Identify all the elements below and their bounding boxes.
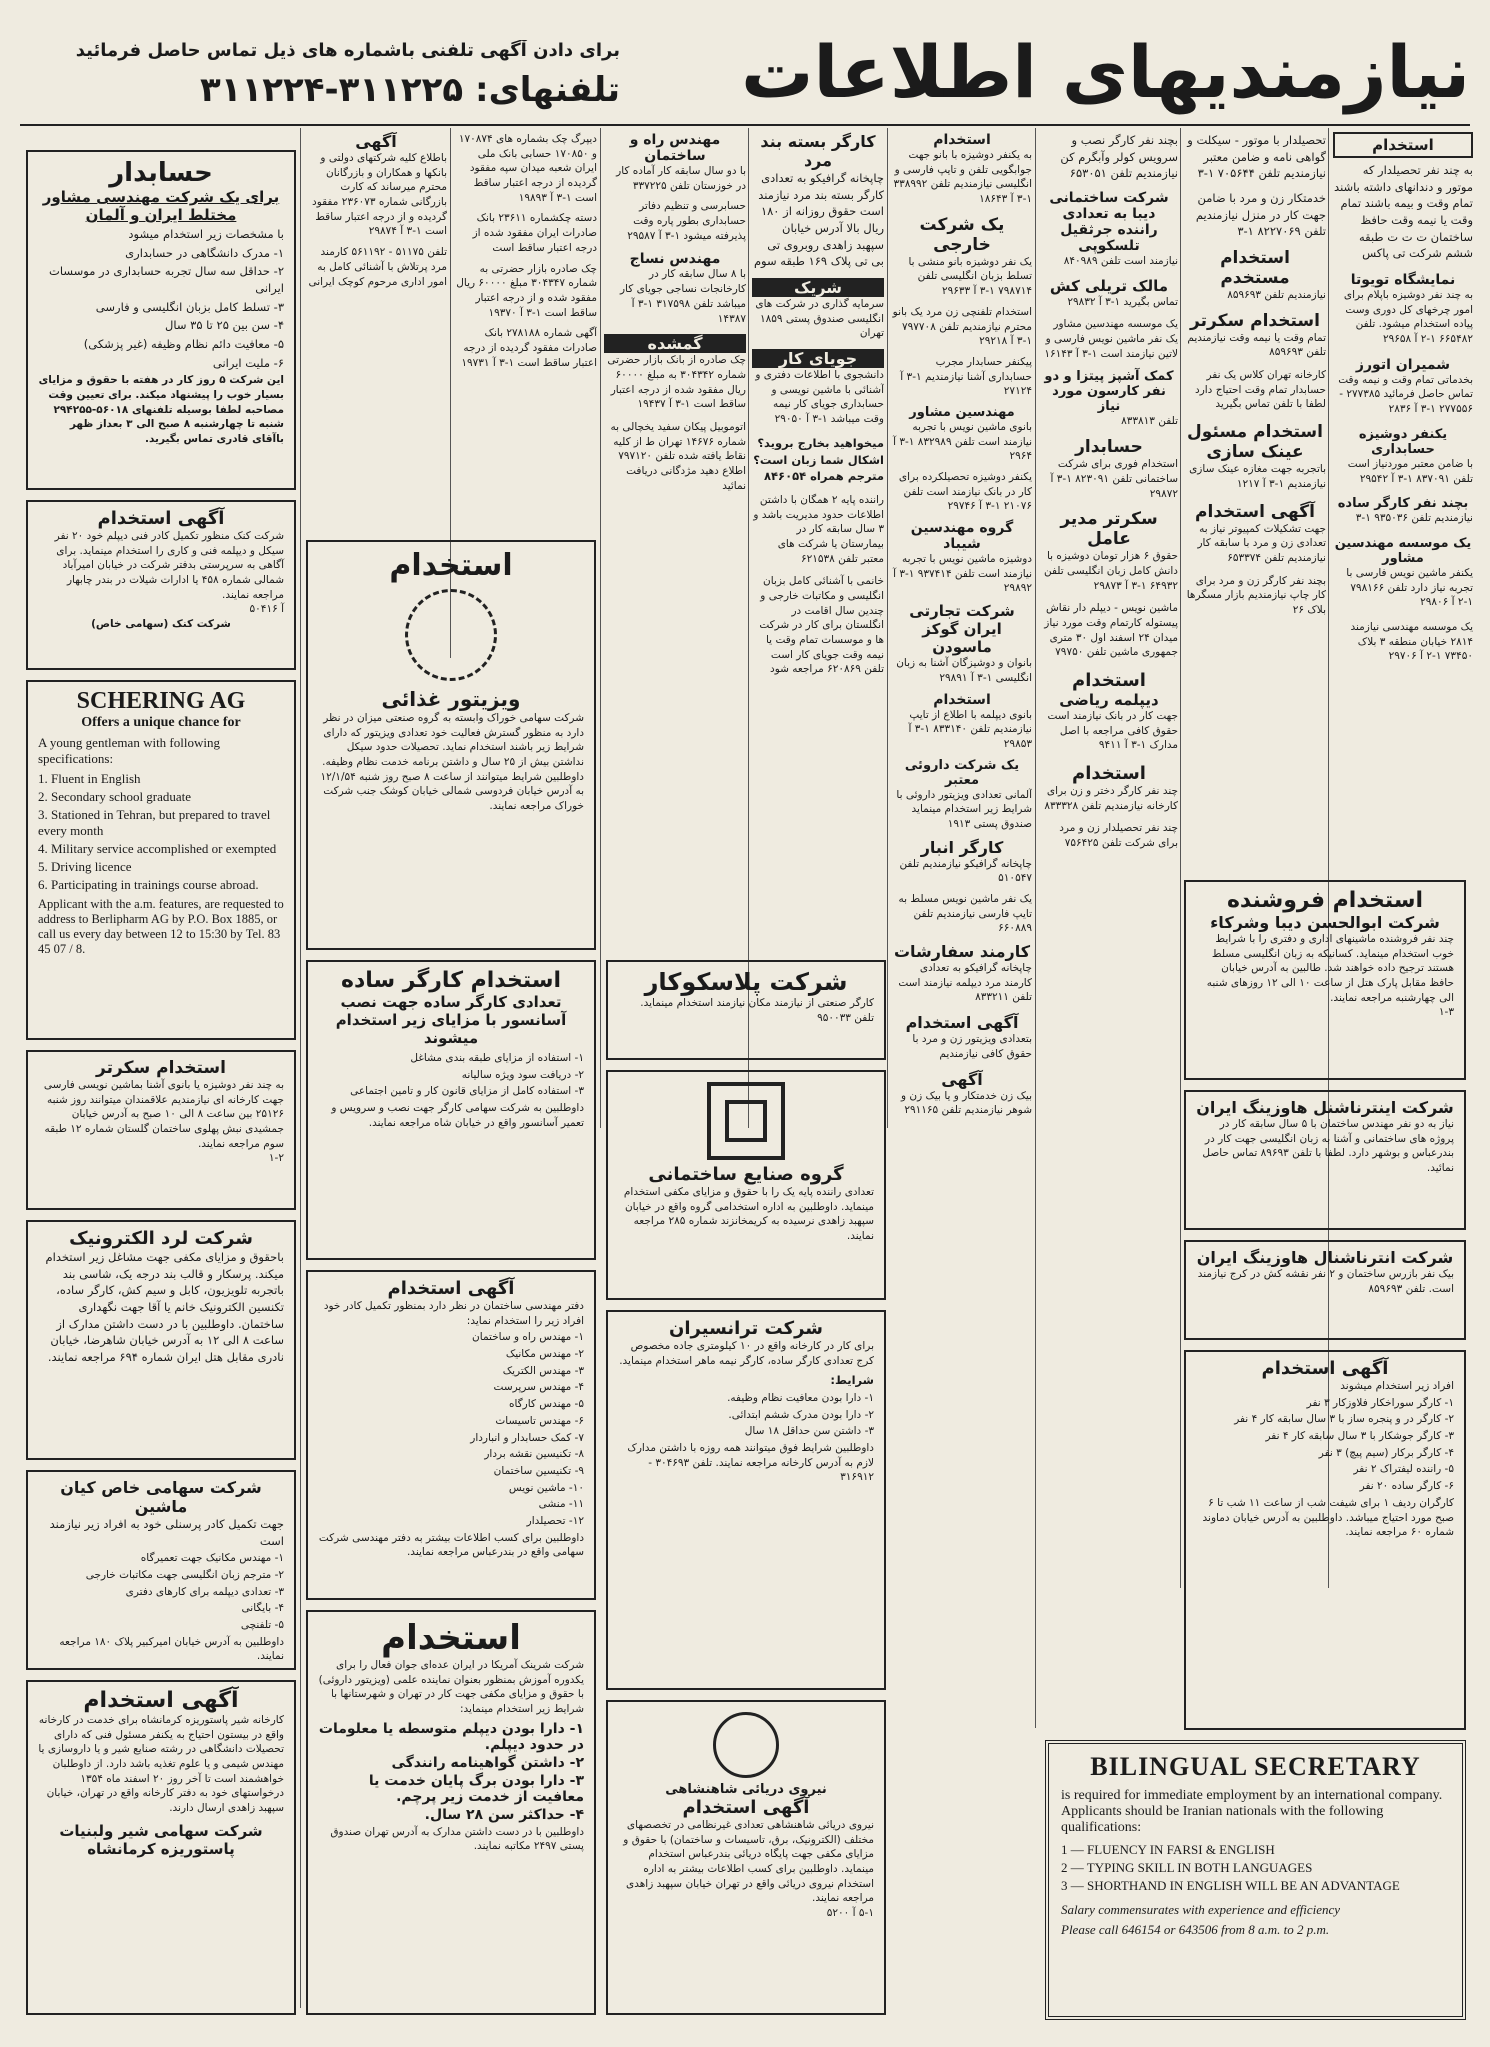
ad-footer: شرکت سهامی شیر ولبنیات پاستوریزه کرمانشاه xyxy=(59,1821,263,1858)
ad-phone: ۵-۱ آ ۵۲۰۰ xyxy=(826,1907,874,1920)
requirements-list xyxy=(318,1330,584,1528)
list-item: ۲- داشتن گواهینامه رانندگی xyxy=(391,1754,584,1771)
ad-body: سرمایه گذاری در شرکت های انگلیسی صندوق پستی ۱۸۵۹ تهران xyxy=(755,298,884,340)
ad-title: گروه صنایع ساختمانی xyxy=(648,1164,844,1185)
ad-body: چند نفر تحصیلدار زن و مرد برای شرکت تلفن ۷۵۶۴۲۵ xyxy=(1059,822,1178,850)
list-item: ۳- استفاده کامل از مزایای قانون کار و تامین اجتماعی xyxy=(350,1085,584,1098)
ad-heading: استخدام xyxy=(1072,763,1146,785)
ad-body: باتجربه جهت مغازه عینک سازی نیازمندیم ۱-۳ آ ۱۲۱۷ xyxy=(1189,463,1326,490)
ad-body: چاپخانه گرافیکو به تعدادی کارگر بسته بند مرد نیازمند است حقوق روزانه از ۱۸۰ ریال بالا آدرس خیابان سپهبد زاهدی روبروی تی بی تی پلاک ۱۶۹ طبقه سوم xyxy=(753,171,884,269)
ad-body: نیروی دریائی شاهنشاهی تعدادی غیرنظامی در تخصصهای مختلف (الکترونیک، برق، تاسیسات و ساختمان) با حقوق و مزایای مکفی جهت پایگاه دریائی بندرعباس استخدام مینماید. داوطلبین برای کسب اطلاعات بیشتر به اداره استخدام نیروی دریائی واقع در تهران خیابان سپهبد زاهدی مراجعه نمایند. xyxy=(623,1819,874,1905)
list-item: ۲- کارگر در و پنجره ساز با ۳ سال سابقه کار ۴ نفر xyxy=(1234,1413,1454,1426)
ad-body: به یکنفر دوشیزه با بانو جهت جوابگویی تلفن و تایپ فارسی و انگلیسی نیازمندیم تلفن ۳۳۸۹۹۲ ۱-۳ آ ۱۸۶۴۳ xyxy=(893,149,1032,206)
ad-subtitle: برای یک شرکت مهندسی مشاور مختلط ایران و آلمان xyxy=(42,188,280,224)
ad-body: باطلاع کلیه شرکتهای دولتی و بانکها و همکاران و بازرگانان محترم میرساند که کارت بازرگانی شماره ۲۳۶۰۷۳ مفقود گردیده و از درجه اعتبار ساقط است ۱-۳ آ ۲۹۸۷۴ xyxy=(312,152,447,238)
ad-body: بخدماتی تمام وقت و نیمه وقت تماس حاصل فرمائید ۲۷۷۳۸۵ - ۲۷۷۵۵۶ ۱-۳ آ ۲۸۳۶ xyxy=(1338,373,1473,416)
column-4 xyxy=(892,132,1032,2012)
ad-body: استخدام فوری برای شرکت ساختمانی تلفن ۸۲۳۰۹۱ ۱-۳ آ ۲۹۸۷۲ xyxy=(1050,458,1178,500)
ad-phone: ۱-۳ xyxy=(1438,1006,1454,1019)
ad-body: راننده پایه ۲ همگان با داشتن اطلاعات حدود مدیریت باشد و ۳ سال سابقه کار در بیمارستان یا شرکت های معتبر تلفن ۶۲۱۵۳۸ xyxy=(753,493,884,565)
ad-body: یکنفر ماشین نویس فارسی با تجربه نیاز دارد تلفن ۷۹۸۱۶۶ ۱-۲ آ ۲۹۸۰۶ xyxy=(1346,566,1473,609)
ad-intro: شرکت شرینک آمریکا در ایران عده‌ای جوان فعال را برای یکدوره آموزش بمنظور بعنوان نماینده علمی (ویزیتور داروئی) با حقوق و مزایای مکفی جهت کار در تهران و شهرستانها با شرایط زیر استخدام مینماید: xyxy=(318,1659,584,1716)
list-item: ۶- کارگر ساده ۲۰ نفر xyxy=(1359,1480,1454,1493)
ad-visitor xyxy=(306,540,596,950)
ad-title: آگهی استخدام xyxy=(97,508,225,529)
requirements-list xyxy=(318,1051,584,1099)
list-item: ۸- تکنیسین نقشه بردار xyxy=(484,1448,584,1461)
masthead-title: نیازمندیهای اطلاعات xyxy=(741,30,1470,114)
ad-heading: استخدام xyxy=(1333,132,1473,158)
company-logo-icon xyxy=(707,1082,785,1160)
ad-title: آگهی استخدام xyxy=(83,1688,239,1713)
ad-heading: بچند نفر کارگر ساده xyxy=(1337,496,1469,512)
ad-heading: شرکت ساختمانی دیبا به تعدادی راننده جرثقیل تلسکوپی xyxy=(1049,190,1169,255)
ad-body: تلفن ۸۳۳۸۱۳ xyxy=(1121,415,1178,428)
ad-body: بانوی ماشین نویس با تجربه نیازمند است تلفن ۸۳۲۹۸۹ ۱-۳ آ ۲۹۶۴ xyxy=(893,420,1032,463)
ad-heading: کمک آشپز پیتزا و دو نفر کارسون مورد نیاز xyxy=(1044,369,1174,415)
column-5 xyxy=(752,132,884,992)
ad-subtitle: شرکت ابوالحسن دیبا وشرکاء xyxy=(1210,913,1440,932)
ad-salesperson xyxy=(1184,880,1466,1080)
ad-construction-group xyxy=(606,1070,886,1300)
ad-title: آگهی استخدام xyxy=(387,1278,515,1299)
ad-lord-electronic xyxy=(26,1220,296,1460)
list-item: ۴- بایگانی xyxy=(241,1602,284,1615)
ad-heading: استخدام مسئول عینک سازی xyxy=(1187,422,1323,463)
ad-body: دسته چکشماره ۲۳۶۱۱ بانک صادرات ایران مفقود شده از درجه اعتبار ساقط است xyxy=(472,212,597,254)
ad-subheading: دیپلمه ریاضی xyxy=(1059,691,1159,710)
ad-phone: آ ۵۰۴۱۶ xyxy=(249,603,284,616)
ad-title: استخدام xyxy=(389,548,513,583)
ad-title: شرکت سهامی خاص کیان ماشین xyxy=(60,1478,262,1516)
ad-heading: یک شرکت خارجی xyxy=(919,214,1005,255)
ad-heading: یکنفر دوشیزه حسابداری xyxy=(1358,426,1448,457)
ad-body: یک نفر دوشیزه بانو منشی با تسلط بزبان انگلیسی تلفن ۷۹۸۷۱۴ ۱-۳ آ ۲۹۶۳۳ xyxy=(908,255,1032,298)
ad-heading: آگهی استخدام xyxy=(1195,501,1315,522)
ad-call: Please call 646154 or 643506 from 8 a.m. to 2 p.m. xyxy=(1061,1922,1330,1937)
ad-body: نیازمندیم تلفن ۸۵۹۶۹۳ xyxy=(1227,289,1326,302)
ad-heading: مهندس نساج xyxy=(629,251,721,268)
ad-heading: نمایشگاه تویوتا xyxy=(1350,272,1456,289)
list-item: ۲- دارا بودن مدرک ششم ابتدائی. xyxy=(728,1408,874,1421)
ad-body: پیکنفر حسابدار مجرب حسابداری آشنا نیازمندیم ۱-۳ آ ۲۷۱۲۴ xyxy=(900,355,1032,398)
ad-footer: داوطلبین به شرکت سهامی کارگر جهت نصب و سرویس و تعمیر آسانسور واقع در خیابان شاه مراجعه نمایند. xyxy=(331,1102,584,1129)
requirements-list xyxy=(38,1551,284,1632)
list-item: ۱- مدرک دانشگاهی در حسابداری xyxy=(125,245,284,260)
list-item: با مشخصات زیر استخدام میشود xyxy=(128,227,284,241)
ad-body: یک موسسه مهندسین مشاور یک نفر ماشین نویس فارسی و لاتین نیازمند است ۱-۳ آ ۱۶۱۴۳ xyxy=(1044,318,1178,360)
ad-heading: مالک تریلی کش xyxy=(1049,276,1169,295)
ad-body: شرکت کنک منظور تکمیل کادر فنی دیپلم خود ۲۰ نفر سیکل و دیپلمه فنی و کاری را استخدام مینماید. برای آگاهی به سرپرستی بدفتر شرکت در خیابان امیرآباد شمالی شماره ۴۵۸ یا ادارات شیلات در بندر چابهار مراجعه نمایند. xyxy=(54,530,284,601)
column-rule xyxy=(1180,128,1181,1588)
ad-intro: افراد زیر استخدام میشوند xyxy=(1340,1380,1454,1392)
ad-heading: یک موسسه مهندسین مشاور xyxy=(1334,535,1472,566)
ad-simple-worker xyxy=(306,960,596,1260)
list-item: ۵- معافیت دائم نظام وظیفه (غیر پزشکی) xyxy=(83,337,284,352)
ad-heading: استخدام xyxy=(933,132,991,148)
ad-title: شرکت پلاسکوکار xyxy=(644,968,848,996)
requirements-list xyxy=(618,1391,874,1439)
list-item: ۲- دریافت سود ویژه سالیانه xyxy=(461,1068,584,1081)
ad-body: با دو سال سابقه کار آماده کار در خوزستان تلفن ۳۳۷۲۲۵ xyxy=(616,165,746,192)
ad-heading: حسابدار xyxy=(1075,437,1143,458)
ad-kermanshah xyxy=(26,1680,296,2015)
masthead-note: برای دادن آگهی تلفنی باشماره های ذیل تماس حاصل فرمائید xyxy=(75,40,620,61)
ad-title: استخدام کارگر ساده xyxy=(340,968,562,993)
ad-body: بتعدادی ویزیتور زن و مرد با حقوق کافی نیازمندیم xyxy=(912,1033,1032,1060)
ad-body: با ۸ سال سابقه کار در کارخانجات نساجی جویای کار میباشد تلفن ۳۱۷۵۹۸ ۱-۳ آ ۱۴۳۸۷ xyxy=(619,268,746,325)
ad-body: دیپرگ چک بشماره های ۱۷۰۸۷۴ و ۱۷۰۸۵۰ حسابی بانک ملی ایران شعبه میدان سپه مفقود گردیده از درجه اعتبار ساقط است ۱-۳ آ ۱۹۸۹۳ xyxy=(458,133,597,204)
ad-body: چک صادره بازار حضرتی به شماره ۳۰۴۳۴۷ مبلغ ۶۰۰۰۰ ریال مفقود شده و از درجه اعتبار ساقط است ۱-۳ آ ۱۹۳۷۰ xyxy=(456,262,597,319)
ad-body: یکنفر دوشیزه تحصیلکرده برای کار در بانک نیازمند است تلفن ۲۱۰۷۶ ۱-۳ آ ۲۹۷۴۶ xyxy=(898,471,1032,513)
ad-phone: ۱-۲ xyxy=(268,1152,284,1165)
ad-title: آگهی استخدام xyxy=(1261,1358,1389,1379)
ad-international-housing-2 xyxy=(1184,1240,1466,1340)
column-2 xyxy=(1184,132,1326,992)
ad-heading: جویای کار xyxy=(752,349,884,368)
list-item: ۴- کارگر برکار (سیم پیچ) ۳ نفر xyxy=(1318,1446,1454,1459)
ad-body: بیک زن خدمتکار و یا بیک زن و شوهر نیازمندیم تلفن ۲۹۱۱۶۵ xyxy=(900,1089,1032,1117)
list-item: 6. Participating in trainings course abroad. xyxy=(38,877,259,892)
ad-body: تحصیلدار با موتور - سیکلت و گواهی نامه و ضامن معتبر نیازمندیم تلفن ۷۰۵۶۴۴ ۱-۳ xyxy=(1187,133,1326,181)
ad-subtitle: Offers a unique chance for xyxy=(81,715,241,730)
list-item: ۷- کمک حسابدار و انباردار xyxy=(470,1431,584,1444)
ad-body: استخدام تلفنچی زن مرد یک بانو محترم نیازمندیم تلفن ۷۹۷۷۰۸ ۱-۳ آ ۲۹۲۱۸ xyxy=(892,305,1032,348)
ad-body: حسابرسی و تنظیم دفاتر حسابداری بطور پاره وقت پذیرفته میشود ۱-۳ آ ۲۹۵۸۷ xyxy=(627,200,746,242)
ad-title: شرکت لرد الکترونیک xyxy=(69,1228,253,1249)
ad-org: نیروی دریائی شاهنشاهی xyxy=(665,1782,827,1797)
ad-title: استخدام سکرتر xyxy=(96,1058,226,1078)
requirements-list xyxy=(1196,1396,1454,1494)
ad-body: حقوق ۶ هزار تومان دوشیزه با دانش کامل زبان انگلیسی تلفن ۶۴۹۳۲ ۱-۳ آ ۲۹۸۷۳ xyxy=(1043,550,1178,592)
ad-title: استخدام xyxy=(381,1618,521,1658)
ad-intro: A young gentleman with following specifications: xyxy=(38,735,220,766)
ad-footer: داوطلبین به آدرس خیابان امیرکبیر پلاک ۱۸۰ مراجعه نمایند. xyxy=(59,1635,284,1663)
list-item: 3 — SHORTHAND IN ENGLISH WILL BE AN ADVANTAGE xyxy=(1061,1878,1400,1893)
list-item: ۶- ملیت ایرانی xyxy=(212,355,284,370)
requirements-list xyxy=(38,226,284,371)
ad-heading: شریک xyxy=(752,278,884,297)
ad-heading: کارگر انبار xyxy=(920,837,1004,857)
list-item: ۹- تکنیسین ساختمان xyxy=(493,1464,584,1477)
list-item: ۱۱- منشی xyxy=(538,1498,584,1511)
ad-shering-recruit xyxy=(306,1610,596,2015)
ad-intro: is required for immediate employment by an international company. Applicants should be Iranian nationals with the following qualifications: xyxy=(1061,1788,1443,1835)
ad-body: دوشیزه ماشین نویس با تجربه نیازمند است تلفن ۹۳۷۴۱۴ ۱-۳ آ ۲۹۸۹۲ xyxy=(893,553,1032,595)
ad-body: تعدادی راننده پایه یک را با حقوق و مزایای مکفی استخدام مینماید. داوطلبین به اداره استخدامی گروه واقع در خیابان سپهبد زاهدی نرسیده به کریمخانزند شماره ۲۸۵ مراجعه نمایند. xyxy=(623,1186,874,1243)
ad-body: خانمی با آشنائی کامل بزبان انگلیسی و مکاتبات خارجی و چندین سال اقامت در انگلستان برای کار در شرکت ها و موسسات تمام وقت یا نیمه وقت جویای کار است تلفن ۶۲۰۸۶۹ مراجعه شود xyxy=(759,575,884,676)
ad-body: یک نفر ماشین نویس مسلط به تایپ فارسی نیازمندیم تلفن ۶۶۰۸۸۹ xyxy=(898,893,1032,935)
ad-body: بچند نفر کارگر زن و مرد برای کار چاپ نیازمندیم بازار مسگرها بلاک ۲۶ xyxy=(1186,574,1326,616)
list-item: ۵- تلفنچی xyxy=(240,1619,284,1632)
list-item: ۱- دارا بودن دیپلم متوسطه یا معلومات در حدود دیپلم. xyxy=(318,1720,584,1753)
ad-transiran xyxy=(606,1310,886,1690)
ad-heading: گروه مهندسین شیباد xyxy=(910,520,1014,553)
masthead-phones: تلفنهای: ۳۱۱۲۲۵-۳۱۱۲۲۴ xyxy=(200,70,620,110)
list-item: ۵- مهندس کارگاه xyxy=(508,1398,584,1411)
ad-title: SCHERING AG xyxy=(76,688,246,714)
requirements-list xyxy=(318,1721,584,1823)
ad-title: آگهی استخدام xyxy=(682,1797,810,1818)
ad-body: کارخانه تهران کلاس یک نفر حسابدار تمام وقت احتیاج دارد لطفا با تلفن تماس بگیرید xyxy=(1195,369,1326,411)
ad-title: شرکت انترناشنال هاوزینگ ایران xyxy=(1196,1248,1454,1267)
ad-heading: آگهی xyxy=(355,132,397,151)
ad-international-housing xyxy=(1184,1090,1466,1230)
list-item: ۲- حداقل سه سال تجربه حسابداری در موسسات ایرانی xyxy=(49,264,284,296)
list-item: 3. Stationed in Tehran, but prepared to travel every month xyxy=(38,807,271,838)
ad-engineering-office xyxy=(306,1270,596,1600)
ad-schering xyxy=(26,680,296,1040)
ad-heading: استخدام مستخدم xyxy=(1220,248,1290,289)
ad-heading: مهندسین مشاور xyxy=(909,404,1015,420)
column-rule xyxy=(600,128,601,1128)
ad-body: اتوموبیل پیکان سفید یخچالی به شماره ۱۴۶۷۶ تهران ط از کلیه نقاط یافته شده تلفن ۷۹۷۱۲۰ اطلاع دهید مژدگانی دریافت نمائید xyxy=(610,420,746,492)
requirements-list xyxy=(1061,1842,1450,1894)
ad-subtitle: ویزیتور غذائی xyxy=(381,687,521,711)
ad-kian-machine xyxy=(26,1470,296,1670)
ad-kanak xyxy=(26,500,296,670)
list-item: ۳- مهندس الکتریک xyxy=(502,1364,584,1377)
list-item: ۳- تسلط کامل بزبان انگلیسی و فارسی xyxy=(95,299,284,314)
list-item: ۳- کارگر جوشکار با ۳ سال سابقه کار ۴ نفر xyxy=(1265,1430,1454,1443)
ad-footer: داوطلبین شرایط فوق میتوانند همه روزه با داشتن مدارک لازم به آدرس کارخانه مراجعه نمایند. تلفن ۳۰۴۶۹۳ - ۳۱۶۹۱۲ xyxy=(627,1442,874,1484)
ad-heading: میخواهید بخارج بروید؟ اشکال شما زبان است؟ مترجم همراه ۸۴۶۰۵۴ xyxy=(753,435,884,484)
ad-body: به چند نفر دوشیزه باپلام برای امور چرخهای کل دوری وست پیاده استخدام میشود. تلفن ۶۶۵۴۸۲ ۱-۲ آ ۲۹۶۵۸ xyxy=(1343,289,1473,346)
list-item: ۲- مهندس مکانیک xyxy=(505,1348,584,1361)
ad-footer: داوطلبین برای کسب اطلاعات بیشتر به دفتر مهندسی شرکت سهامی واقع در بندرعباس مراجعه نمایند. xyxy=(318,1531,584,1559)
ad-body: شرکت سهامی خوراک وابسته به گروه صنعتی میزان در نظر دارد به منظور گسترش فعالیت خود تعدادی ویزیتور که دارای شرایط زیر باشند استخدام نماید. تحصیلات حدود سیکل نداشتن بیش از ۲۵ سال و داشتن برنامه خدمت نظام وظیفه. داوطلبین شرایط میتوانند از ساعت ۸ صبح روز شنبه ۱۲/۱/۵۴ به آدرس خیابان فردوسی شمالی خیابان کوشک جنب شرکت خوراک مراجعه نمایند. xyxy=(320,712,584,813)
ad-heading: آگهی استخدام xyxy=(905,1013,1019,1033)
ad-body: جهت کار در بانک نیازمند است حقوق کافی مراجعه با اصل مدارک ۱-۳ آ ۹۴۱۱ xyxy=(1047,710,1178,752)
ad-heading: سکرتر مدیر عامل xyxy=(1060,509,1158,550)
ad-subtitle: تعدادی کارگر ساده جهت نصب آسانسور با مزایای زیر استخدام میشوند xyxy=(335,993,567,1047)
ad-body: نیازمند است تلفن ۸۴۰۹۸۹ xyxy=(1063,255,1178,268)
list-item: 2. Secondary school graduate xyxy=(38,789,192,804)
ad-body: تماس بگیرید ۱-۳ آ ۲۹۸۳۲ xyxy=(1067,295,1178,308)
ad-body: چند نفر فروشنده ماشینهای اداری و دفتری را با شرایط خوب استخدام مینماید. کسانیکه به زبان انگلیسی مسلط هستند ترجیح داده خواهند شد. طالبین به آدرس خیابان حافظ مقابل پارک هتل از ساعت ۱۰ الی ۱۲ روزهای شنبه الی چهارشنبه مراجعه نمایند. xyxy=(1206,933,1454,1004)
navy-emblem-icon xyxy=(713,1712,779,1778)
conditions-heading: شرایط: xyxy=(830,1373,874,1388)
ad-intro: دفتر مهندسی ساختمان در نظر دارد بمنظور تکمیل کادر خود افراد زیر را استخدام نماید: xyxy=(323,1300,584,1327)
ad-body: تلفن ۵۱۱۷۵ - ۵۶۱۱۹۲ کارمند مرد پرتلاش با آشنائی کامل به امور اداری مرحوم کوچک ایرانی xyxy=(308,246,447,288)
ad-heading: استخدام سکرتر xyxy=(1190,310,1320,331)
ad-body: به چند نفر دوشیزه یا بانوی آشنا بماشین نویسی فارسی جهت کارخانه ای نیازمندیم علاقمندان میتوانند روز شنبه ۲۵۱۲۶ بین ساعت ۸ الی ۱۰ صبح به آدرس خیابان جمشیدی نبش پهلوی ساختمان گلستان شماره ۱۲ طبقه سوم مراجعه نمایند. xyxy=(43,1079,284,1150)
list-item: 5. Driving licence xyxy=(38,859,132,874)
ad-body: تمام وقت یا نیمه وقت نیازمندیم تلفن ۸۵۹۶۹۳ xyxy=(1187,331,1326,359)
ad-heading: کارگر بسته بند مرد xyxy=(760,132,876,170)
ad-navy xyxy=(606,1700,886,2015)
list-item: ۳- دارا بودن برگ پایان خدمت یا معافیت از خدمت زیر پرچم. xyxy=(368,1772,584,1805)
ad-body: بانوی دیپلمه با اطلاع از تایپ نیازمندیم تلفن ۸۳۳۱۴۰ ۱-۳ آ ۲۹۸۵۳ xyxy=(908,708,1032,750)
ad-title: حسابدار xyxy=(109,158,213,188)
ad-body: آگهی شماره ۲۷۸۱۸۸ بانک صادرات مفقود گردیده از درجه اعتبار ساقط است ۱-۳ آ ۱۹۷۳۱ xyxy=(461,327,597,369)
list-item: ۲- مترجم زبان انگلیسی جهت مکاتبات خارجی xyxy=(85,1569,284,1582)
ad-heading: شرکت تجارتی ایران گوکز ماسودن xyxy=(909,602,1015,657)
column-rule xyxy=(300,128,301,2008)
ad-body: چاپخانه گرافیکو به تعدادی کارمند مرد دیپلمه نیازمند است تلفن ۸۳۳۲۱۱ xyxy=(898,962,1032,1004)
ad-title: استخدام فروشنده xyxy=(1226,888,1424,913)
list-item: ۱۲- تحصیلدار xyxy=(526,1514,584,1527)
column-7 xyxy=(455,132,597,532)
ad-heading: گمشده xyxy=(604,334,746,353)
column-6 xyxy=(604,132,746,992)
column-rule xyxy=(887,128,888,1128)
ad-body: بچند نفر کارگر نصب و سرویس کولر وآبگرم کن نیازمندیم تلفن ۶۵۳۰۵۱ xyxy=(1060,133,1178,181)
list-item: 4. Military service accomplished or exempted xyxy=(38,841,277,856)
list-item: ۳- تعدادی دیپلمه برای کارهای دفتری xyxy=(125,1585,284,1598)
ad-body: خدمتکار زن و مرد با ضامن جهت کار در منزل نیازمندیم تلفن ۸۲۲۷۰۶۹ ۱-۳ xyxy=(1195,191,1326,239)
list-item: ۱- مهندس راه و ساختمان xyxy=(472,1331,584,1344)
ad-heading: یک شرکت داروئی معتبر xyxy=(904,757,1020,788)
masthead-rule xyxy=(20,124,1470,126)
requirements-list xyxy=(38,771,284,893)
ad-body: به چند نفر تحصیلدار که موتور و دندانهای داشته باشند تمام وقت و بیمه باشند تمام وقت یا نیمه وقت حافظ ساختمان ت ت ت طبقه ششم شرکت تی پاکس xyxy=(1334,163,1473,261)
ad-body: کارگر صنعتی از نیازمند مکان نیازمند استخدام مینماید. تلفن ۹۵۰۰۳۳ xyxy=(640,997,874,1024)
ad-footer: کارگران ردیف ۱ برای شیفت شب از ساعت ۱۱ شب تا ۶ صبح مورد احتیاج میباشد. داوطلبین به آدرس خیابان دماوند شماره ۶۰ مراجعه نمایند. xyxy=(1202,1496,1454,1539)
list-item: ۴- مهندس سرپرست xyxy=(493,1381,584,1394)
column-rule xyxy=(1035,128,1036,1728)
list-item: ۱- کارگر سوراخکار فلاوزکار ۳ نفر xyxy=(1306,1396,1454,1409)
list-item: ۵- راننده لیفتراک ۲ نفر xyxy=(1353,1463,1454,1476)
ad-heading: استخدام xyxy=(1072,670,1146,692)
column-3 xyxy=(1040,132,1178,1592)
ad-heading: مهندس راه و ساختمان xyxy=(629,132,721,164)
list-item: ۶- مهندس تاسیسات xyxy=(495,1414,584,1427)
list-item: 1. Fluent in English xyxy=(38,771,141,786)
ribbon-seal-icon xyxy=(405,589,497,681)
ad-footer: داوطلبین با در دست داشتن مدارک به آدرس تهران صندوق پستی ۲۴۹۷ مکاتبه نمایند. xyxy=(330,1825,584,1853)
ad-body: یک موسسه مهندسی نیازمند ۲۸۱۴ خیابان منطقه ۳ بلاک ۷۳۴۵۰ ۱-۲ آ ۲۹۷۰۶ xyxy=(1350,620,1473,663)
ad-workers-list xyxy=(1184,1350,1466,1730)
ad-body: آلمانی تعدادی ویزیتور داروئی با شرایط زیر استخدام مینماید صندوق پستی ۱۹۱۳ xyxy=(896,788,1032,830)
list-item: 1 — FLUENCY IN FARSI & ENGLISH xyxy=(1061,1842,1275,1857)
ad-body: چک صادره از بانک بازار حضرتی شماره ۳۰۴۳۴۲ به مبلغ ۶۰۰۰۰ ریال مفقود شده از درجه اعتبار ساقط است ۱-۳ آ ۱۹۴۳۷ xyxy=(607,354,746,411)
ad-heading: آگهی xyxy=(941,1069,983,1089)
list-item: ۳- داشتن سن حداقل ۱۸ سال xyxy=(744,1425,874,1438)
ad-body: کارخانه شیر پاستوریزه کرمانشاه برای خدمت در کارخانه واقع در بیستون احتیاج به یکنفر مسئول فنی که دارای تحصیلات دانشگاهی در رشته صنایع شیر و یا داروسازی یا مهندس شیمی و یا علوم تغذیه باشد دارد. از داوطلبان خواهشمند است تا آخر روز ۲۰ اسفند ماه ۱۳۵۴ درخواستهای خود به دفتر کارخانه واقع در تهران، خیابان سپهبد زاهدی ارسال دارند. xyxy=(38,1714,284,1815)
ad-footer: شرکت کنک (سهامی خاص) xyxy=(91,618,231,631)
ad-heading: استخدام xyxy=(933,691,991,708)
ad-footer: این شرکت ۵ روز کار در هفته با حقوق و مزایای بسیار خوب را پیشنهاد میکند. برای تعیین وقت مصاحبه لطفا بوسیله تلفنهای ۵۶۰۱۸-۲۹۴۲۵۵ شنبه تا چهارشنبه ۸ صبح الی ۳ بعداز ظهر باآقای قادری تماس بگیرید. xyxy=(38,374,284,446)
ad-body: جهت تکمیل کادر پرسنلی خود به افراد زیر نیازمند است xyxy=(49,1517,284,1548)
list-item: ۱- مهندس مکانیک جهت تعمیرگاه xyxy=(140,1552,284,1565)
ad-body: بیک نفر بازرس ساختمان و ۲ نفر نقشه کش در کرج نیازمند است. تلفن ۸۵۹۶۹۳ xyxy=(1197,1268,1454,1295)
ad-body: چاپخانه گرافیکو نیازمندیم تلفن ۵۱۰۵۴۷ xyxy=(899,857,1032,885)
list-item: ۴- حداکثر سن ۲۸ سال. xyxy=(424,1806,584,1823)
ad-heading: شمیران اتورز xyxy=(1355,356,1451,373)
ad-salary: Salary commensurates with experience and efficiency xyxy=(1061,1902,1341,1917)
ad-body: نیاز به دو نفر مهندس ساختمان با ۵ سال سابقه کار در پروژه های ساختمانی و آشنا به زبان انگلیسی جهت کار در بندرعباس و بوشهر دارد. لطفا با تلفن ۸۹۶۹۳ تماس حاصل نمائید. xyxy=(1202,1118,1454,1175)
ad-body: با ضامن معتبر موردنیاز است تلفن ۸۳۷۰۹۱ ۱-۳ آ ۲۹۵۴۲ xyxy=(1347,457,1473,485)
column-8 xyxy=(305,132,447,532)
list-item: ۱- استفاده از مزایای طبقه بندی مشاغل xyxy=(410,1052,584,1064)
ad-title: شرکت ترانسیران xyxy=(669,1318,823,1339)
ad-body: چند نفر کارگر دختر و زن برای کارخانه نیازمندیم تلفن ۸۳۳۳۲۸ xyxy=(1044,785,1178,812)
ad-hesabdar xyxy=(26,150,296,490)
ad-body: ماشین نویس - دیپلم دار نقاش پیستوله کارتمام وقت مورد نیاز میدان ۲۴ اسفند اول ۳۰ متری جمهوری ماشین تلفن ۷۹۷۵۰ xyxy=(1044,602,1178,659)
list-item: ۱۰- ماشین نویس xyxy=(508,1481,584,1494)
ad-plasco xyxy=(606,960,886,1060)
ad-bilingual-secretary xyxy=(1045,1740,1466,2020)
ad-body: باحقوق و مزایای مکفی جهت مشاغل زیر استخدام میکند. پرسکار و قالب بند درجه یک، شاسی بند باتجربه تلویزیون، کابل و سیم کش، کارگر ساده، تکنسین الکترونیک خانم یا آقا جهت نگهداری ساختمان. داوطلبین با در دست داشتن مدارک از ساعت ۸ الی ۱۲ به آدرس خیابان شاهرضا، خیابان نادری مقابل هتل ایران شماره ۶۹۴ مراجعه نمایند. xyxy=(45,1250,284,1365)
ad-secretary xyxy=(26,1050,296,1210)
list-item: 2 — TYPING SKILL IN BOTH LANGUAGES xyxy=(1061,1860,1313,1875)
ad-body: برای کار در کارخانه واقع در ۱۰ کیلومتری جاده مخصوص کرج تعدادی کارگر ساده، کارگر نیمه ماهر استخدام مینماید. xyxy=(619,1340,874,1367)
list-item: ۴- سن بین ۲۵ تا ۳۵ سال xyxy=(164,318,284,333)
ad-title: شرکت اینترناشنل هاوزینگ ایران xyxy=(1196,1098,1454,1117)
ad-body: نیازمندیم تلفن ۹۳۵۰۳۶ ۱-۳ xyxy=(1355,512,1473,525)
ad-body: دانشجوی با اطلاعات دفتری و آشنائی با ماشین نویسی و حسابداری جویای کار نیمه وقت میباشد ۱-۳ آ ۲۹۰۵۰ xyxy=(755,369,884,426)
ad-footer: Applicant with the a.m. features, are requested to address to Berlipharm AG by P.O. Box 1885, or call us every day between 12 to 15:30 by Tel. 83 45 07 / 8. xyxy=(38,897,284,956)
list-item: ۱- دارا بودن معافیت نظام وظیفه. xyxy=(727,1392,874,1405)
ad-heading: کارمند سفارشات xyxy=(893,942,1031,962)
ad-body: بانوان و دوشیزگان آشنا به زبان انگلیسی ۱-۳ آ ۲۹۸۹۱ xyxy=(896,657,1032,684)
ad-body: جهت تشکیلات کمپیوتر نیاز به تعدادی زن و مرد با سابقه کار نیازمندیم تلفن ۶۵۳۳۷۴ xyxy=(1197,522,1326,564)
ad-title: BILINGUAL SECRETARY xyxy=(1090,1752,1421,1781)
